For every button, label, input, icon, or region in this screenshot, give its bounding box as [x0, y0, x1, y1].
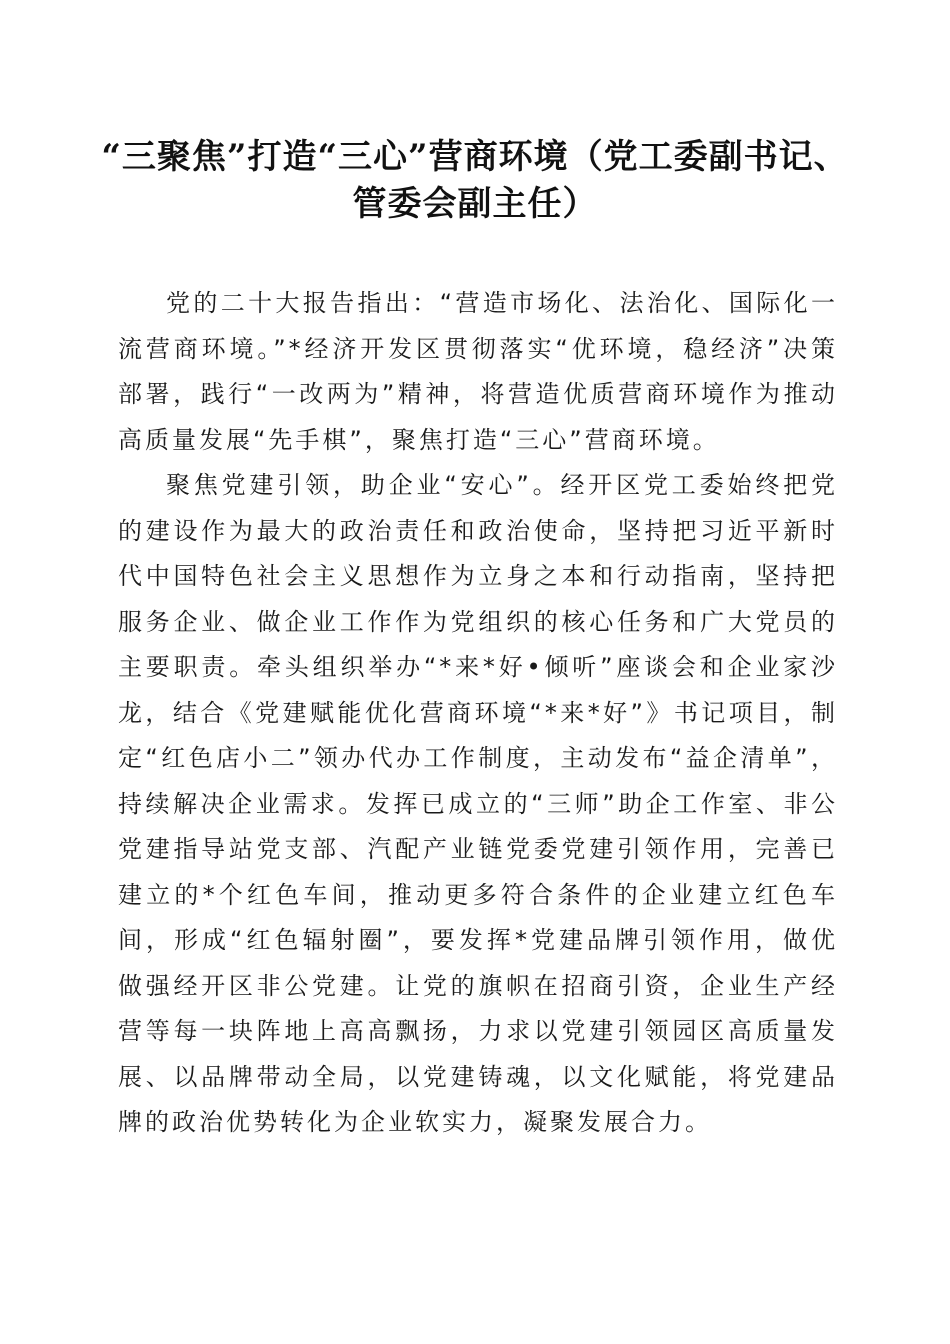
- paragraph-party-building: 聚焦党建引领，助企业“安心”。经开区党工委始终把党的建设作为最大的政治责任和政治使命，坚持把习近平新时代中国特色社会主义思想作为立身之本和行动指南，坚持把服务企业、做企业工作作为党组织的核心任务和广大党员的主要职责。牵头组织举办“*来*好•倾听”座谈会和企业家沙龙，结合《党建赋能优化营商环境“*来*好”》书记项目，制定“红色店小二”领办代办工作制度，主动发布“益企清单”，持续解决企业需求。发挥已成立的“三师”助企工作室、非公党建指导站党支部、汽配产业链党委党建引领作用，完善已建立的*个红色车间，推动更多符合条件的企业建立红色车间，形成“红色辐射圈”，要发挥*党建品牌引领作用，做优做强经开区非公党建。让党的旗帜在招商引资，企业生产经营等每一块阵地上高高飘扬，力求以党建引领园区高质量发展、以品牌带动全局，以党建铸魂，以文化赋能，将党建品牌的政治优势转化为企业软实力，凝聚发展合力。: [118, 471, 838, 1136]
- paragraph-intro: 党的二十大报告指出：“营造市场化、法治化、国际化一流营商环境。”*经济开发区贯彻落实“优环境，稳经济”决策部署，践行“一改两为”精神，将营造优质营商环境作为推动高质量发展“先手棋”，聚焦打造“三心”营商环境。: [118, 289, 838, 454]
- document-title: “三聚焦”打造“三心”营商环境（党工委副书记、管委会副主任）: [101, 137, 849, 224]
- document-body: [118, 281, 838, 1146]
